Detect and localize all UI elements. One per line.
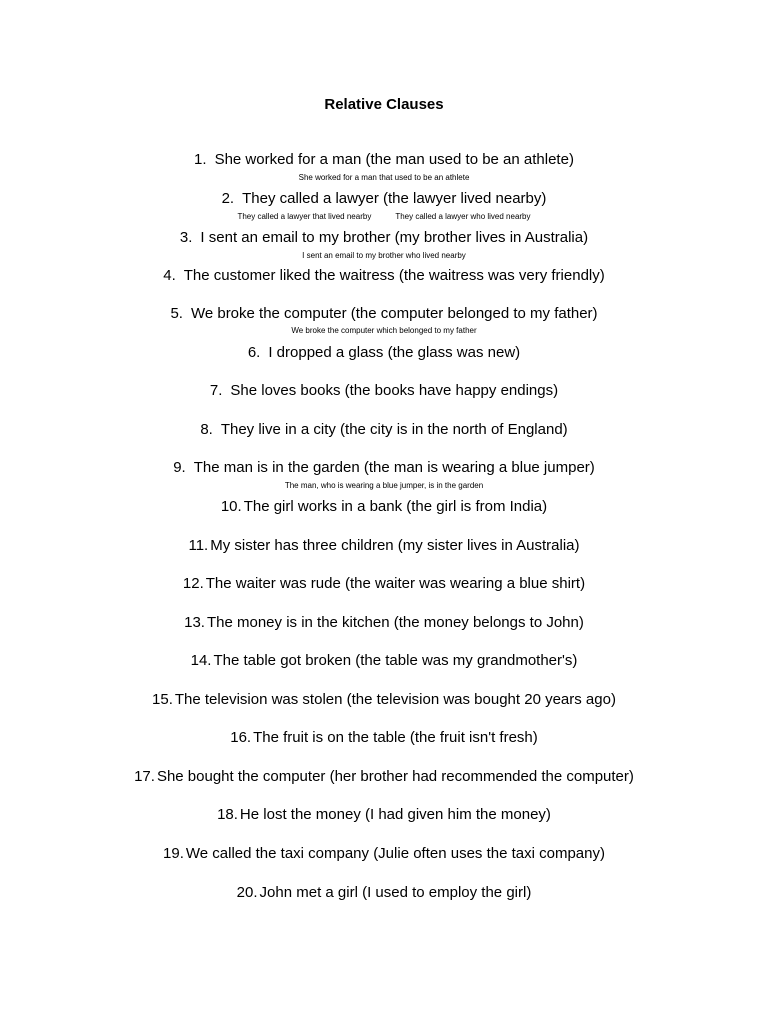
item-number: 3. (179, 229, 193, 246)
item-number: 19. (163, 845, 184, 862)
list-item (0, 421, 768, 439)
item-number: 17. (134, 768, 155, 785)
item-text: The girl works in a bank (the girl is from India) (243, 498, 548, 515)
item-number: 14. (190, 652, 212, 669)
list-item (0, 498, 768, 516)
item-number: 6. (247, 344, 261, 361)
list-item (0, 344, 768, 362)
list-item (0, 768, 768, 786)
list-item (0, 190, 768, 208)
item-text: My sister has three children (my sister lives in Australia) (210, 537, 580, 554)
list-item (0, 806, 768, 824)
item-text: The customer liked the waitress (the waitress was very friendly) (183, 267, 605, 284)
item-number: 10. (220, 498, 242, 515)
item-number: 16. (230, 729, 252, 746)
handwritten-answer: The man, who is wearing a blue jumper, is in the garden (284, 481, 484, 490)
list-item (0, 691, 768, 709)
item-text: John met a girl (I used to employ the girl) (259, 884, 532, 901)
list-item (0, 729, 768, 747)
item-text: They live in a city (the city is in the north of England) (220, 421, 568, 438)
page-title: Relative Clauses (324, 96, 444, 113)
handwritten-answer: We broke the computer which belonged to my father (291, 326, 477, 335)
list-item (0, 614, 768, 632)
item-number: 8. (200, 421, 213, 438)
answer-pair (0, 212, 768, 222)
item-number: 13. (184, 614, 205, 631)
item-number: 12. (182, 575, 204, 592)
list-item (0, 305, 768, 323)
item-text: We called the taxi company (Julie often uses the taxi company) (185, 845, 605, 862)
item-number: 1. (194, 151, 207, 168)
item-text: She loves books (the books have happy endings) (230, 382, 559, 399)
list-item (0, 267, 768, 285)
item-text: I dropped a glass (the glass was new) (268, 344, 521, 361)
item-text: The television was stolen (the television was bought 20 years ago) (174, 691, 616, 708)
item-number: 20. (236, 884, 258, 901)
item-number: 7. (209, 382, 223, 399)
item-text: They called a lawyer (the lawyer lived nearby) (242, 190, 547, 207)
list-item (0, 382, 768, 400)
item-text: The money is in the kitchen (the money belongs to John) (206, 614, 584, 631)
list-item (0, 537, 768, 555)
handwritten-answer: She worked for a man that used to be an athlete (298, 173, 470, 182)
item-number: 5. (170, 305, 183, 322)
item-text: She worked for a man (the man used to be an athlete) (214, 151, 574, 168)
item-text: The fruit is on the table (the fruit isn't fresh) (253, 729, 538, 746)
item-text: The table got broken (the table was my grandmother's) (213, 652, 578, 669)
list-item (0, 575, 768, 593)
list-item (0, 884, 768, 902)
list-item (0, 151, 768, 169)
item-number: 2. (221, 190, 235, 207)
item-text: We broke the computer (the computer belonged to my father) (190, 305, 598, 322)
item-number: 18. (217, 806, 238, 823)
item-number: 11. (188, 537, 209, 554)
handwritten-answer: They called a lawyer that lived nearby (237, 212, 372, 221)
handwritten-answer: They called a lawyer who lived nearby (395, 212, 531, 221)
item-number: 15. (152, 691, 173, 708)
handwritten-answer: I sent an email to my brother who lived nearby (302, 251, 466, 260)
list-item (0, 459, 768, 477)
item-text: He lost the money (I had given him the money) (239, 806, 551, 823)
item-number: 4. (163, 267, 176, 284)
item-text: The waiter was rude (the waiter was wearing a blue shirt) (205, 575, 586, 592)
list-item (0, 652, 768, 670)
list-item (0, 845, 768, 863)
item-text: She bought the computer (her brother had recommended the computer) (156, 768, 634, 785)
item-text: The man is in the garden (the man is wearing a blue jumper) (193, 459, 595, 476)
list-item (0, 229, 768, 247)
item-number: 9. (173, 459, 186, 476)
item-text: I sent an email to my brother (my brother lives in Australia) (200, 229, 589, 246)
